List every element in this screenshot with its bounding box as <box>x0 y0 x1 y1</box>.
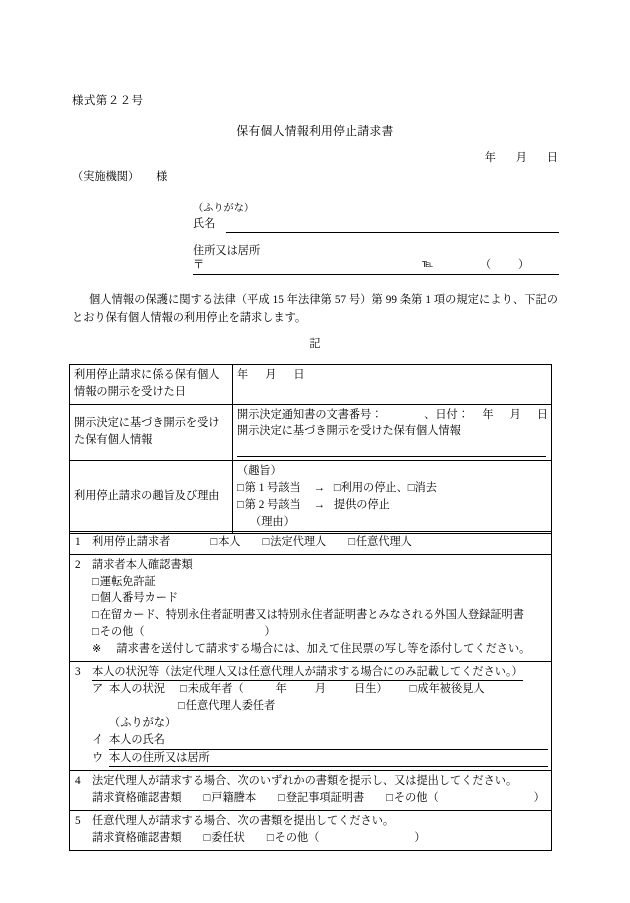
item-4-options[interactable] <box>75 790 548 807</box>
option-self-label: 本人 <box>218 536 241 548</box>
note-mark-icon: ※ <box>92 642 102 655</box>
minor-birth-day: 日生） <box>354 683 388 696</box>
checkbox-id-doc-other[interactable]: □ <box>92 625 99 638</box>
item-4-other-close-paren: ） <box>533 792 545 805</box>
clause-1-sub-options[interactable]: □利用の停止、□消去 <box>333 481 437 494</box>
table-row <box>70 532 552 555</box>
item-4-other-label: その他（ <box>393 792 439 805</box>
date-year-label: 年 <box>484 152 496 164</box>
disclosure-year-label: 年 <box>237 369 249 381</box>
item-5-heading <box>75 813 548 830</box>
family-register-label: 戸籍謄本 <box>211 792 257 805</box>
id-doc-other-close-paren: ） <box>264 625 276 638</box>
notice-year-label: 年 <box>482 408 494 421</box>
item-3-delegator-option[interactable] <box>75 698 548 715</box>
item-4-cell[interactable] <box>70 771 552 811</box>
tel-paren-close: ） <box>518 259 530 271</box>
purpose-heading: （趣旨） <box>237 465 282 478</box>
disclosed-info-second-line: 開示決定に基づき開示を受けた保有個人情報 <box>237 425 461 438</box>
adult-ward-label: 成年被後見人 <box>417 683 485 696</box>
item-3-furigana-label: （ふりがな） <box>109 716 177 729</box>
requester-table <box>69 531 552 851</box>
applicant-name-row <box>193 216 559 233</box>
document-title: 保有個人情報利用停止請求書 <box>236 124 394 138</box>
clause-2-sub-options: 提供の停止 <box>333 498 390 511</box>
disclosed-info-write-in[interactable] <box>237 442 546 457</box>
notice-date-label: 日付： <box>435 408 469 421</box>
sub-u-line <box>92 750 210 768</box>
date-month-label: 月 <box>515 152 527 164</box>
disclosed-info-value[interactable] <box>233 404 552 461</box>
clause-2-text: 第 2 号該当 <box>244 498 301 511</box>
checkbox-residence-card[interactable]: □ <box>92 609 99 622</box>
notice-comma: 、 <box>424 408 436 421</box>
item-4-label: 法定代理人が請求する場合、次のいずれかの書類を提示し、又は提出してください。 <box>92 775 518 788</box>
disclosure-month-label: 月 <box>265 369 277 381</box>
checkbox-adult-ward[interactable]: □ <box>409 683 417 696</box>
item-5-options[interactable] <box>75 830 548 847</box>
legal-statement: 個人情報の保護に関する法律（平成 15 年法律第 57 号）第 99 条第 1 項の規定により、下記のとおり保有個人情報の利用停止を請求します。 <box>72 294 558 324</box>
item-4-number: 4 <box>75 775 81 788</box>
sub-i-marker: イ <box>92 733 104 746</box>
ki-marker: 記 <box>309 338 321 350</box>
notice-day-label: 日 <box>536 408 548 421</box>
addressee-organization: （実施機関） <box>72 171 140 183</box>
item-3-cell[interactable] <box>70 661 552 771</box>
residence-card-label: 在留カード、特別永住者証明書又は特別永住者証明書とみなされる外国人登録証明書 <box>99 609 524 622</box>
checkbox-self[interactable]: □ <box>210 536 218 548</box>
reason-heading: （理由） <box>250 515 295 528</box>
tel-paren-open: （ <box>480 259 492 271</box>
id-doc-other-label: その他（ <box>99 625 145 638</box>
sub-i-line <box>92 732 165 750</box>
item-5-doc-label: 請求資格確認書類 <box>92 831 182 844</box>
disclosure-date-value[interactable] <box>233 365 552 405</box>
item-3-heading <box>75 664 548 682</box>
checkbox-power-of-attorney[interactable]: □ <box>203 831 211 844</box>
sub-i-label: 本人の氏名 <box>109 732 165 750</box>
drivers-license-label: 運転免許証 <box>99 575 156 588</box>
checkbox-registry-certificate[interactable]: □ <box>278 792 285 805</box>
checkbox-item-4-other[interactable]: □ <box>386 792 393 805</box>
applicant-name-input[interactable] <box>226 220 559 233</box>
table-row <box>70 810 552 850</box>
principal-name-input[interactable] <box>165 736 548 750</box>
registry-certificate-label: 登記事項証明書 <box>285 792 365 805</box>
item-2-number: 2 <box>75 558 81 571</box>
disclosure-day-label: 日 <box>293 369 305 381</box>
power-of-attorney-label: 委任状 <box>211 831 245 844</box>
id-doc-option-other[interactable] <box>75 624 548 641</box>
table-row <box>70 661 552 771</box>
arrow-icon: → <box>313 481 325 494</box>
submission-date-line <box>0 150 558 167</box>
checkbox-my-number-card[interactable]: □ <box>92 592 99 605</box>
sub-u-marker: ウ <box>92 751 104 764</box>
arrow-icon: → <box>313 498 325 511</box>
principal-address-input[interactable] <box>210 753 548 767</box>
item-5-other-label: その他（ <box>274 831 320 844</box>
checkbox-drivers-license[interactable]: □ <box>92 575 99 588</box>
item-5-cell[interactable] <box>70 810 552 850</box>
notice-document-number-label: 開示決定通知書の文書番号： <box>237 408 383 421</box>
item-1-line <box>75 534 548 551</box>
minor-birth-month: 月 <box>314 683 327 696</box>
item-2-cell[interactable] <box>70 554 552 661</box>
date-day-label: 日 <box>546 152 558 164</box>
item-4-heading <box>75 773 548 790</box>
notice-month-label: 月 <box>509 408 521 421</box>
table-row <box>70 461 552 534</box>
item-2-note-text: 請求書を送付して請求する場合には、加えて住民票の写し等を添付してください。 <box>116 642 531 655</box>
item-4-doc-label: 請求資格確認書類 <box>92 792 182 805</box>
clause-1-text: 第 1 号該当 <box>244 481 301 494</box>
table-row <box>70 554 552 661</box>
table-row <box>70 771 552 811</box>
notice-document-number-line <box>237 407 548 424</box>
purpose-option-1[interactable] <box>237 480 548 497</box>
form-number: 様式第２２号 <box>72 95 144 107</box>
disclosure-table <box>69 364 552 534</box>
id-doc-option-my-number-card[interactable] <box>75 590 548 607</box>
telephone-symbol: ℡ <box>422 259 434 270</box>
checkbox-family-register[interactable]: □ <box>203 792 211 805</box>
addressee <box>72 169 167 186</box>
id-doc-option-residence-card[interactable] <box>75 607 548 624</box>
item-5-label: 任意代理人が請求する場合、次の書類を提出してください。 <box>92 814 395 827</box>
id-doc-option-drivers-license[interactable] <box>75 574 548 591</box>
sub-u-label: 本人の住所又は居所 <box>109 750 210 768</box>
my-number-card-label: 個人番号カード <box>99 592 179 605</box>
applicant-address-row[interactable] <box>193 258 559 275</box>
checkbox-item-5-other[interactable]: □ <box>266 831 274 844</box>
delegator-label: 任意代理人委任者 <box>185 700 276 713</box>
item-1-label: 利用停止請求者 <box>92 536 171 548</box>
item-5-other-close-paren: ） <box>414 831 426 844</box>
applicant-furigana-label: （ふりがな） <box>193 203 255 214</box>
purpose-option-2[interactable] <box>237 497 548 514</box>
table-row <box>70 365 552 405</box>
purpose-reason-value[interactable] <box>233 461 552 534</box>
item-5-number: 5 <box>75 814 81 827</box>
item-3-number: 3 <box>75 665 81 678</box>
postal-code-symbol: 〒 <box>193 259 205 271</box>
checkbox-clause-2[interactable]: □ <box>237 498 244 511</box>
item-2-note <box>75 641 548 658</box>
item-1-number: 1 <box>75 536 81 548</box>
checkbox-clause-1[interactable]: □ <box>237 481 244 494</box>
purpose-reason-label: 利用停止請求の趣旨及び理由 <box>70 461 233 534</box>
checkbox-voluntary-representative[interactable]: □ <box>348 536 355 548</box>
disclosed-info-label: 開示決定に基づき開示を受けた保有個人情報 <box>70 404 233 461</box>
checkbox-delegator[interactable]: □ <box>178 700 185 713</box>
table-row <box>70 404 552 461</box>
item-3-sub-u[interactable] <box>75 750 548 768</box>
minor-label: 未成年者（ <box>187 683 244 696</box>
item-1-cell[interactable] <box>70 532 552 555</box>
checkbox-legal-representative[interactable]: □ <box>262 536 270 548</box>
disclosure-date-label: 利用停止請求に係る保有個人情報の開示を受けた日 <box>70 365 233 405</box>
sub-a-marker: ア <box>92 683 104 696</box>
item-2-label: 請求者本人確認書類 <box>92 558 193 571</box>
minor-birth-year: 年 <box>275 683 287 696</box>
item-3-sub-a[interactable] <box>75 681 548 698</box>
item-3-label: 本人の状況等（法定代理人又は任意代理人が請求する場合にのみ記載してください。） <box>92 664 523 682</box>
applicant-name-label: 氏名 <box>193 218 216 230</box>
addressee-honorific: 様 <box>156 171 168 183</box>
sub-a-label: 本人の状況 <box>109 683 165 696</box>
item-2-heading <box>75 557 548 574</box>
option-voluntary-representative-label: 任意代理人 <box>355 536 412 548</box>
item-3-sub-i[interactable] <box>75 732 548 750</box>
applicant-address-label: 住所又は居所 <box>193 245 261 257</box>
option-legal-representative-label: 法定代理人 <box>270 536 327 548</box>
checkbox-minor[interactable]: □ <box>179 683 187 696</box>
